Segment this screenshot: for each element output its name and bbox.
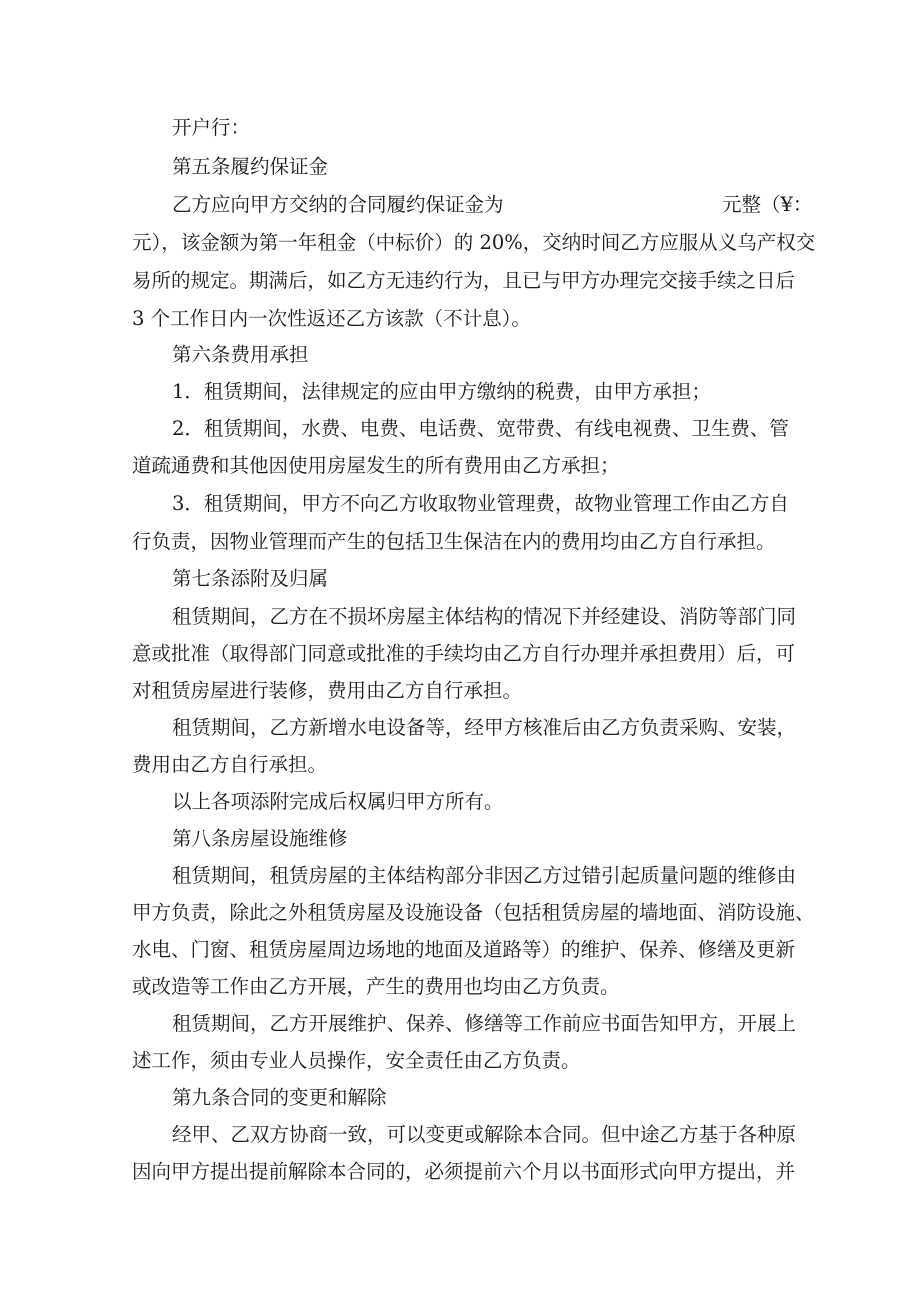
article-7-p2-line-1: 租赁期间，乙方新增水电设备等，经甲方核准后由乙方负责采购、安装， — [172, 716, 797, 739]
article-5-heading: 第五条履约保证金 — [172, 155, 329, 178]
article-6-item-3-line-1: 3．租赁期间，甲方不向乙方收取物业管理费，故物业管理工作由乙方自 — [172, 492, 789, 515]
deposit-amount-line — [172, 195, 812, 215]
article-8-p2-line-1: 租赁期间，乙方开展维护、保养、修缮等工作前应书面告知甲方，开展上 — [172, 1012, 797, 1035]
article-6-item-3-line-2: 行负责，因物业管理而产生的包括卫生保洁在内的费用均由乙方自行承担。 — [132, 530, 776, 553]
article-7-p2-line-2: 费用由乙方自行承担。 — [132, 753, 328, 776]
deposit-yuan-text: 元整（¥： — [722, 193, 813, 216]
article-8-p1-line-4: 或改造等工作由乙方开展，产生的费用也均由乙方负责。 — [132, 975, 620, 998]
article-7-p1-line-3: 对租赁房屋进行装修，费用由乙方自行承担。 — [132, 679, 523, 702]
article-9-heading: 第九条合同的变更和解除 — [172, 1086, 387, 1109]
article-6-heading: 第六条费用承担 — [172, 343, 309, 366]
article-8-p1-line-2: 甲方负责，除此之外租赁房屋及设施设备（包括租赁房屋的墙地面、消防设施、 — [132, 901, 815, 924]
article-5-line-3: 易所的规定。期满后，如乙方无违约行为，且已与甲方办理完交接手续之日后 — [132, 269, 796, 292]
article-7-heading: 第七条添附及归属 — [172, 567, 329, 590]
article-5-line-2: 元），该金额为第一年租金（中标价）的 20%，交纳时间乙方应服从义乌产权交 — [132, 231, 816, 254]
article-6-item-2-line-1: 2．租赁期间，水费、电费、电话费、宽带费、有线电视费、卫生费、管 — [172, 417, 789, 440]
article-8-heading: 第八条房屋设施维修 — [172, 827, 348, 850]
article-6-item-2-line-2: 道疏通费和其他因使用房屋发生的所有费用由乙方承担； — [132, 454, 620, 477]
article-9-p1-line-2: 因向甲方提出提前解除本合同的，必须提前六个月以书面形式向甲方提出，并 — [132, 1160, 796, 1183]
article-7-p1-line-1: 租赁期间，乙方在不损坏房屋主体结构的情况下并经建设、消防等部门同 — [172, 605, 797, 628]
article-5-line-4: 3 个工作日内一次性返还乙方该款（不计息）。 — [132, 307, 531, 330]
article-8-p1-line-3: 水电、门窗、租赁房屋周边场地的地面及道路等）的维护、保养、修缮及更新 — [132, 938, 796, 961]
article-7-p1-line-2: 意或批准（取得部门同意或批准的手续均由乙方自行办理并承担费用）后，可 — [132, 642, 796, 665]
opening-bank-label: 开户行： — [172, 116, 251, 139]
article-8-p2-line-2: 述工作，须由专业人员操作，安全责任由乙方负责。 — [132, 1049, 581, 1072]
article-8-p1-line-1: 租赁期间，租赁房屋的主体结构部分非因乙方过错引起质量问题的维修由 — [172, 864, 797, 887]
article-7-p3: 以上各项添附完成后权属归甲方所有。 — [172, 790, 504, 813]
article-9-p1-line-1: 经甲、乙双方协商一致，可以变更或解除本合同。但中途乙方基于各种原 — [172, 1123, 797, 1146]
article-6-item-1: 1．租赁期间，法律规定的应由甲方缴纳的税费，由甲方承担； — [172, 380, 711, 403]
deposit-amount-text: 乙方应向甲方交纳的合同履约保证金为 — [172, 193, 504, 216]
